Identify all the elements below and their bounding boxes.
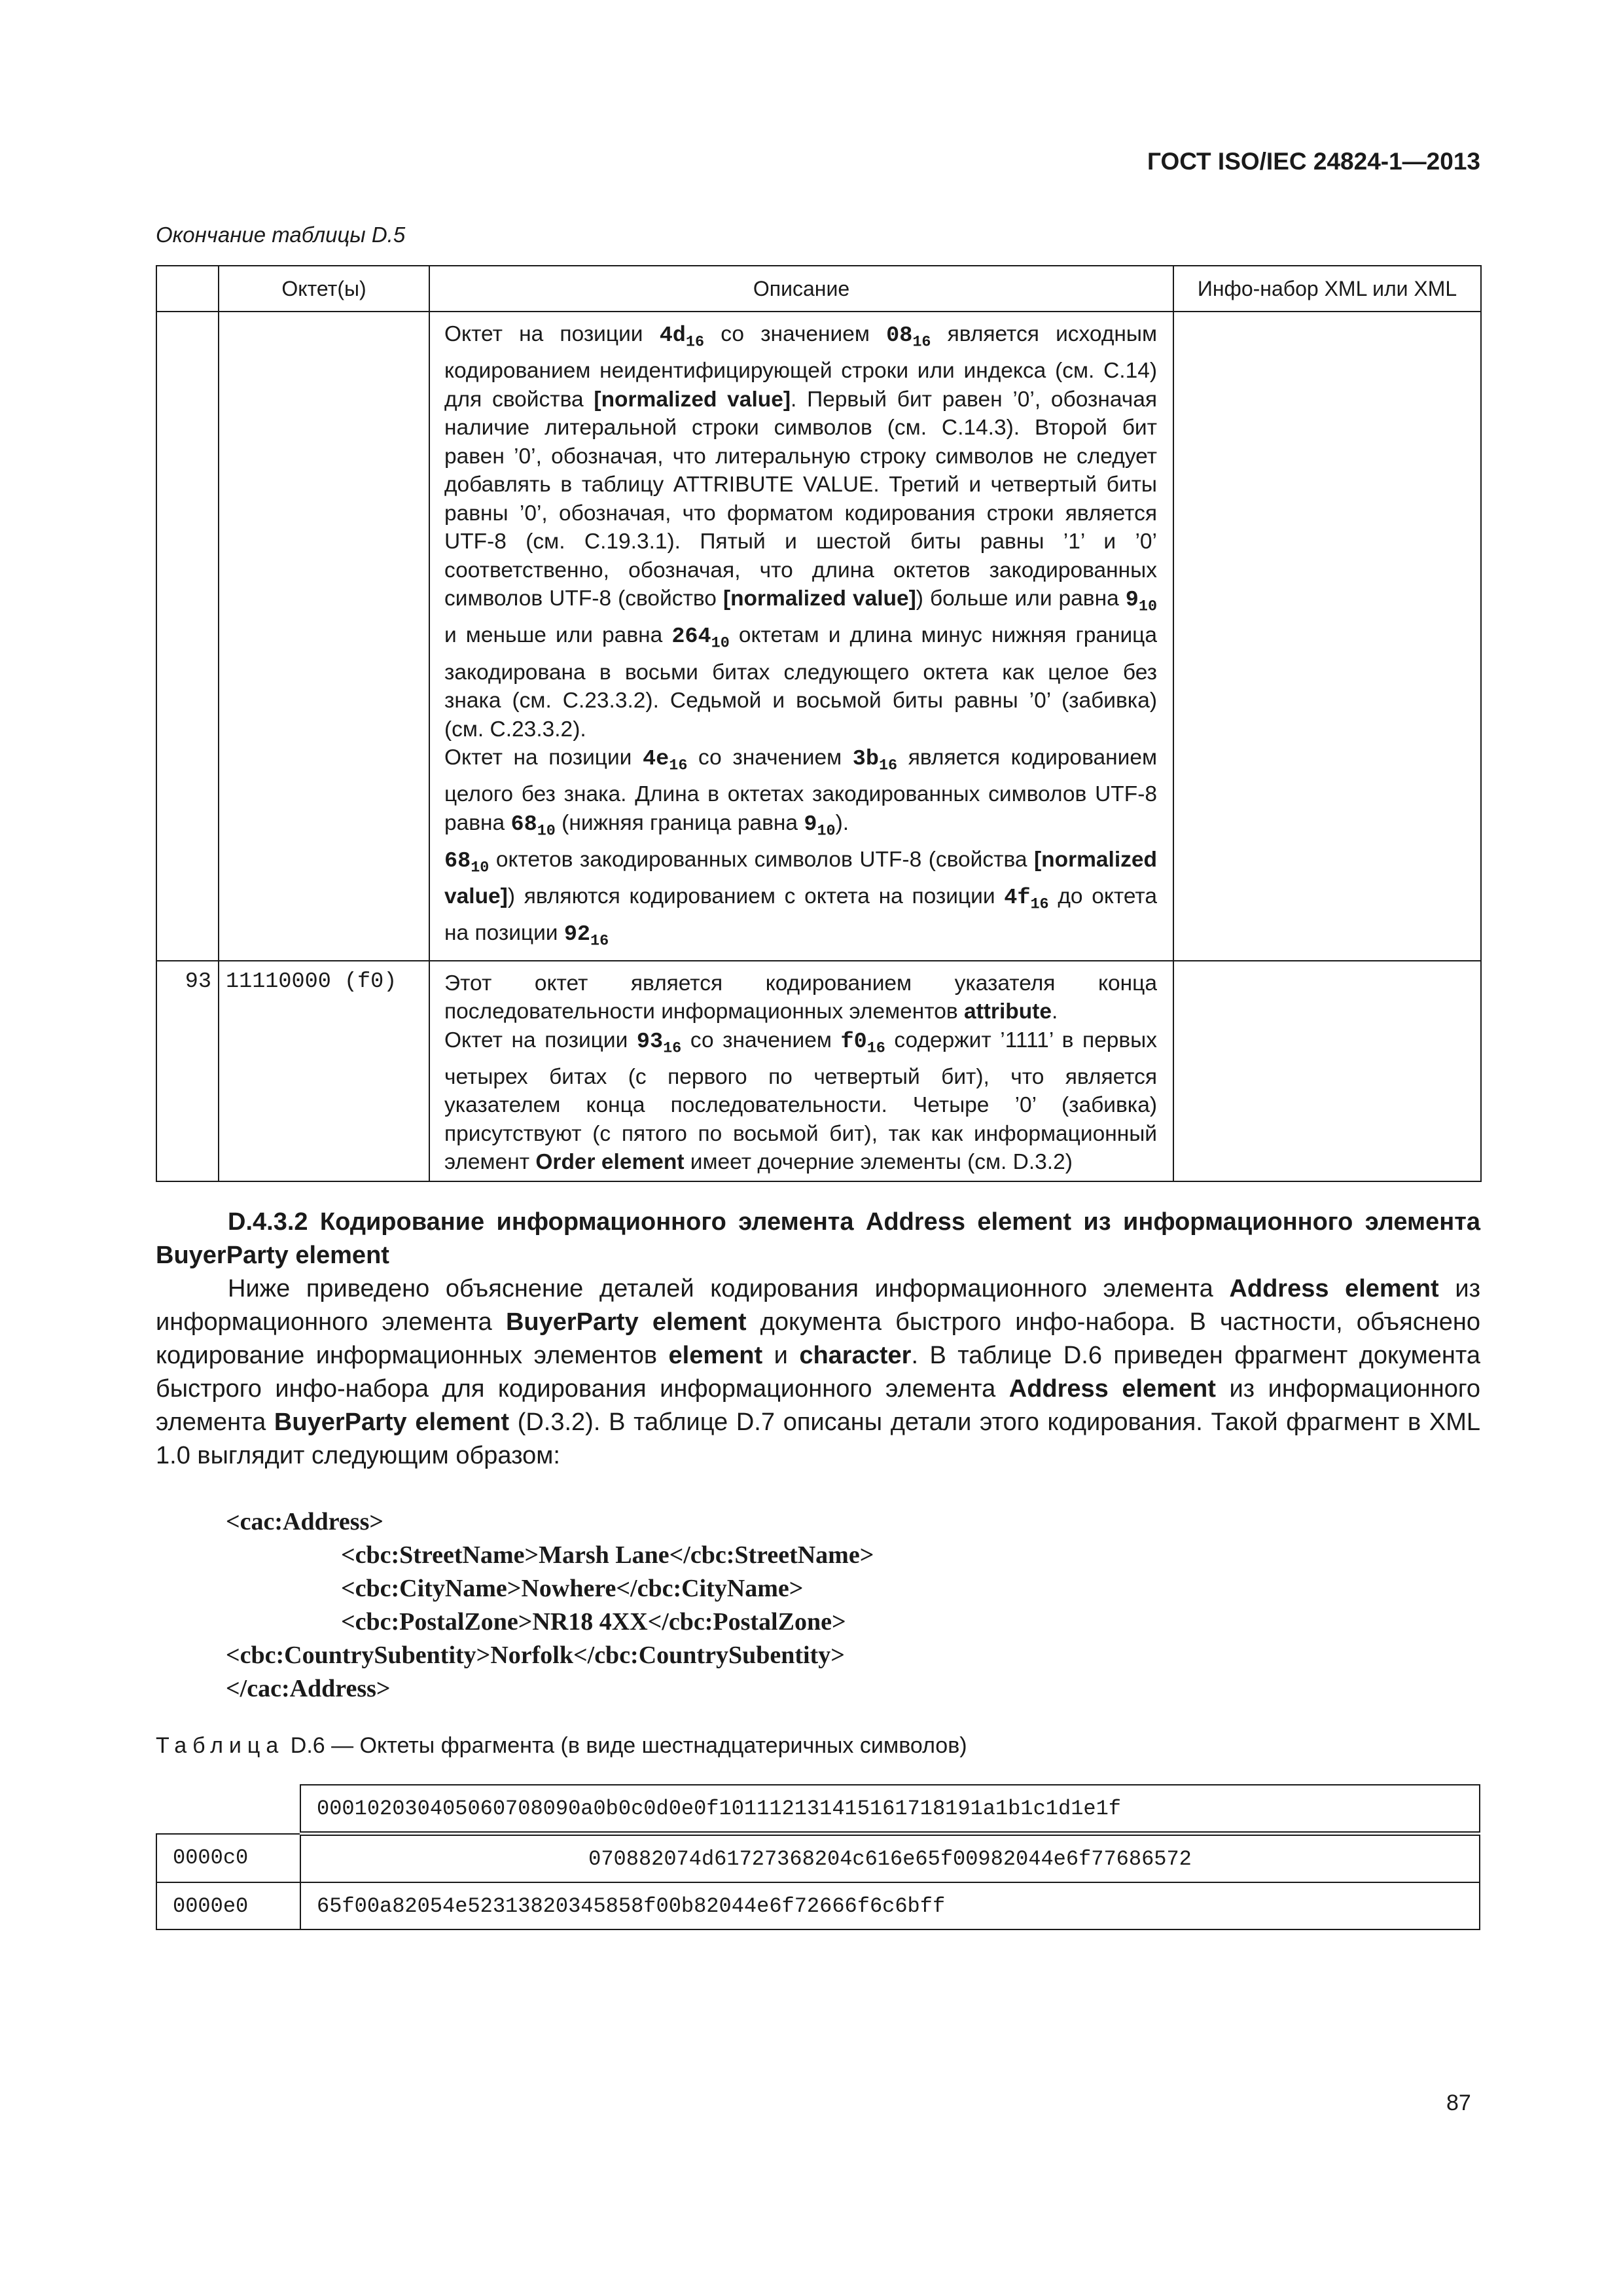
document-code: ГОСТ ISO/IEC 24824-1—2013 <box>1147 148 1480 175</box>
cell-octet <box>219 312 429 961</box>
table-row <box>156 961 1481 1181</box>
table-row <box>156 1882 1480 1929</box>
table-header-row <box>156 1785 1480 1834</box>
cell-number: 93 <box>156 961 219 1181</box>
cell-infoset <box>1173 961 1481 1181</box>
code-line: <cbc:StreetName>Marsh Lane</cbc:StreetName> <box>341 1541 874 1569</box>
table-d5 <box>156 265 1482 1182</box>
table-d6-caption: Таблица D.6 — Октеты фрагмента (в виде шестнадцатеричных символов) <box>156 1733 967 1758</box>
table-d6 <box>156 1784 1480 1930</box>
cell-octet: 11110000 (f0) <box>219 961 429 1181</box>
column-header-infoset: Инфо-набор XML или XML <box>1173 266 1481 312</box>
column-header-description: Описание <box>429 266 1173 312</box>
column-header-number <box>156 266 219 312</box>
cell-number <box>156 312 219 961</box>
description-paragraph: Этот октет является кодированием указателя конца последовательности информационных элементов attribute. <box>444 971 1157 1024</box>
code-line: <cbc:CountrySubentity>Norfolk</cbc:CountrySubentity> <box>226 1641 845 1669</box>
cell-infoset <box>1173 312 1481 961</box>
code-line: <cac:Address> <box>226 1508 384 1535</box>
table-row <box>156 312 1481 961</box>
table-row <box>156 1834 1480 1883</box>
xml-code-block <box>226 1505 874 1706</box>
column-header-offsets: 000102030405060708090a0b0c0d0e0f101112131415161718191a1b1c1d1e1f <box>300 1785 1480 1834</box>
section-paragraph: Ниже приведено объяснение деталей кодирования информационного элемента Address element из информационного элемента BuyerParty element документа быстрого инфо-набора. В частности, объяснено кодирование информационных элементов element и character. В таблице D.6 приведен фрагмент документа быстрого инфо-набора для кодирования информационного элемента Address element из информационного элемента BuyerParty element (D.3.2). В таблице D.7 описаны детали этого кодирования. Такой фрагмент в XML 1.0 выглядит следующим образом: <box>156 1275 1481 1469</box>
cell-description <box>429 312 1173 961</box>
row-address: 0000c0 <box>156 1834 300 1883</box>
description-paragraph: Октет на позиции $93_{16}$ со значением $f0_{16}$ содержит ’1111’ в первых четырех битах (с первого по четвертый бит), что является указателем конца последовательности. Четыре ’0’ (забивка) присутствуют (с пятого по восьмой бит), так как информационный элемент Order element имеет дочерние элементы (см. D.3.2) <box>444 1028 1158 1175</box>
description-paragraph: Октет на позиции $4d_{16}$ со значением $08_{16}$ является исходным кодированием неидентифицирующей строки или индекса (см. С.14) для свойства [normalized value]. Первый бит равен ’0’, обозначая наличие литеральной строки символов (см. С.14.3). Второй бит равен ’0’, обозначая, что литеральную строку символов не следует добавлять в таблицу ATTRIBUTE VALUE. Третий и четвертый биты равны ’0’, обозначая, что форматом кодирования строки является UTF-8 (см. С.19.3.1). Пятый и шестой биты равны ’1’ и ’0’ соответственно, обозначая, что длина октетов закодированных символов UTF-8 (свойство [normalized value]) больше или равна $9_{10}$ и меньше или равна $264_{10}$ октетам и длина минус нижняя граница закодирована в восьми битах следующего октета как целое без знака (см. С.23.3.2). Седьмой и восьмой биты равны ’0’ (забивка) (см. С.23.3.2). <box>444 322 1158 742</box>
code-line: <cbc:PostalZone>NR18 4XX</cbc:PostalZone> <box>341 1608 846 1636</box>
description-paragraph: $68_{10}$ октетов закодированных символов UTF-8 (свойства [normalized value]) являются кодированием с октета на позиции $4f_{16}$ до октета на позиции $92_{16}$ <box>444 847 1158 950</box>
row-hex: 070882074d61727368204c616e65f00982044e6f77686572 <box>300 1834 1480 1883</box>
code-line: </cac:Address> <box>226 1675 391 1702</box>
cell-description <box>429 961 1173 1181</box>
description-paragraph: Октет на позиции $4e_{16}$ со значением $3b_{16}$ является кодированием целого без знака. Длина в октетах закодированных символов UTF-8 равна $68_{10}$ (нижняя граница равна $9_{10}$). <box>444 745 1157 840</box>
page-number: 87 <box>1446 2090 1471 2115</box>
column-header-octets: Октет(ы) <box>219 266 429 312</box>
row-hex: 65f00a82054e52313820345858f00b82044e6f72666f6c6bff <box>300 1882 1480 1929</box>
section-d4-3-2 <box>156 1206 1480 1473</box>
row-address: 0000e0 <box>156 1882 300 1929</box>
table-header-row <box>156 266 1481 312</box>
table-continuation-caption: Окончание таблицы D.5 <box>156 223 406 247</box>
empty-header-cell <box>156 1785 300 1834</box>
section-heading: D.4.3.2 Кодирование информационного элемента Address element из информационного элемента BuyerParty element <box>156 1208 1480 1269</box>
code-line: <cbc:CityName>Nowhere</cbc:CityName> <box>341 1575 804 1602</box>
